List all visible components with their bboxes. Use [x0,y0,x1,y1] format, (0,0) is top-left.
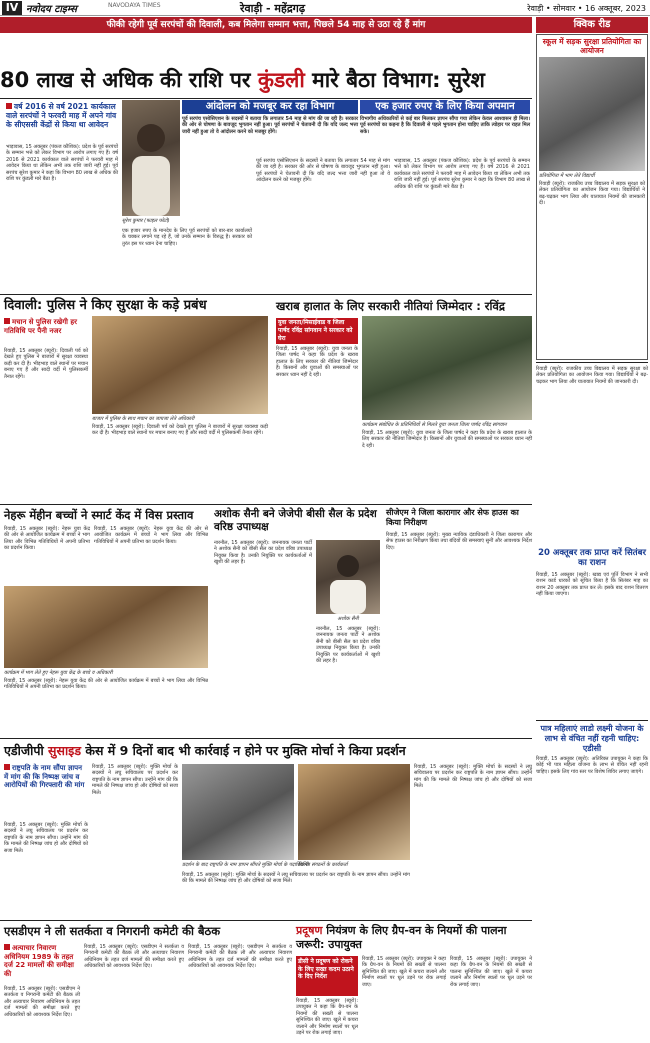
divider [0,738,532,739]
kharab-photo-caption: कार्यक्रम संबोधित के प्रतिनिधियों से मिलते युवा जनता जिला पार्षद रविंद्र सांगवान [362,422,507,428]
pollution-body: रिवाड़ी, 15 अक्तूबर (ब्यूरो): उपायुक्त ने कहा कि ग्रैप-वन के नियमों की सख्ती से पालना सुनिश्चित की जाए। खुले में कचरा जलाने और निर्माण स्थलों पर धूल उड़ने पर रोक लगाई जाए। [296,998,358,1037]
ashok-body: नारनौल, 15 अक्तूबर (ब्यूरो): जननायक जनता पार्टी ने अशोक सैनी को बीसी सैल का प्रदेश वरिष्ठ उपाध्यक्ष नियुक्त किया है। उनकी नियुक्ति पर कार्यकर्ताओं में खुशी की लहर है। [214,540,312,566]
divider [0,920,532,921]
lead-headline: 80 लाख से अधिक की राशि पर कुंडली मारे बैठा विभाग: सुरेश [0,68,485,92]
quick-read-photo [539,57,645,171]
adgp-subhead: राष्ट्रपति के नाम सौंपा ज्ञापन में मांग की कि निष्पक्ष जांच व आरोपियों की गिरफ्तारी की मांग [4,764,85,789]
cji-headline: सीजेएम ने जिला कारागार और सेफ हाउस का किया निरीक्षण [386,508,519,527]
divider [536,362,648,363]
kharab-body: रिवाड़ी, 15 अक्तूबर (ब्यूरो): युवा जनता के जिला पार्षद ने कहा कि प्रदेश के खराब हालात के लिए सरकार की नीतियां जिम्मेदार हैं। किसानों और युवाओं की समस्याओं पर सरकार ध्यान नहीं दे रही। [276,346,358,378]
cji-body: रिवाड़ी, 15 अक्तूबर (ब्यूरो): मुख्य न्यायिक दंडाधिकारी ने जिला कारागार और सेफ हाउस का निरीक्षण किया तथा बंदियों की समस्याएं सुनीं और आवश्यक निर्देश दिए। [386,532,532,551]
diwali-body: रिवाड़ी, 15 अक्तूबर (ब्यूरो): दिवाली पर्व को देखते हुए पुलिस ने बाजारों में सुरक्षा व्यवस्था कड़ी कर दी है। भीड़भाड़ वाले स्थानों पर मचान बनाए गए हैं और सादी वर्दी में पुलिसकर्मी तैनात रहेंगे। [4,348,88,380]
nehru-photo [4,586,208,668]
sdm-subhead: अत्याचार निवारण अधिनियम 1989 के तहत दर्ज 22 मामलों की समीक्षा की [4,944,74,978]
nehru-body: रिवाड़ी, 15 अक्तूबर (ब्यूरो): नेहरू युवा केंद्र की ओर से आयोजित कार्यक्रम में बच्चों ने भाग लिया और विभिन्न गतिविधियों में अपनी प्रतिभा का प्रदर्शन किया। [4,526,90,552]
lead-column-5: पूर्व सरपंच एसोसिएशन के सदस्यों ने बताया कि लगातार 54 माह से मांग की जा रही है। सरकार की ओर से घोषणा के बावजूद भुगतान नहीं हुआ। पूर्व सरपंचों ने चेतावनी दी कि यदि जल्द भत्ता जारी नहीं हुआ तो वे आंदोलन करने को मजबूर होंगे। [256,158,390,184]
ashok-photo-caption: अशोक सैनी [337,616,359,622]
lead-bar-right: एक हजार रुपए के लिए किया अपमान [360,100,530,114]
person-icon [316,540,380,614]
adgp-body-2: रिवाड़ी, 15 अक्तूबर (ब्यूरो): मुक्ति मोर्चा के सदस्यों ने लघु सचिवालय पर प्रदर्शन कर राष्ट्रपति के नाम ज्ञापन सौंपा। उन्होंने मांग की कि मामले की निष्पक्ष जांच हो और दोषियों को सजा मिले। [92,764,179,796]
lead-column-4: एक हजार रुपए के मानदेय के लिए पूर्व सरपंचों को बार-बार कार्यालयों के चक्कर लगाने पड़ रहे हैं, जो उनके सम्मान के विरुद्ध है। सरकार को तुरंत इस पर ध्यान देना चाहिए। [122,228,252,247]
sdm-body-3: रिवाड़ी, 15 अक्तूबर (ब्यूरो): एसडीएम ने सतर्कता व निगरानी कमेटी की बैठक ली और अत्याचार निवारण अधिनियम के तहत दर्ज मामलों की समीक्षा करते हुए अधिकारियों को आवश्यक निर्देश दिए। [188,944,292,970]
nehru-body-3: रिवाड़ी, 15 अक्तूबर (ब्यूरो): नेहरू युवा केंद्र की ओर से आयोजित कार्यक्रम में बच्चों ने भाग लिया और विभिन्न गतिविधियों में अपनी प्रतिभा का प्रदर्शन किया। [94,526,208,545]
nehru-body-2: रिवाड़ी, 15 अक्तूबर (ब्यूरो): नेहरू युवा केंद्र की ओर से आयोजित कार्यक्रम में बच्चों ने भाग लिया और विभिन्न गतिविधियों में अपनी प्रतिभा का प्रदर्शन किया। [4,678,208,691]
diwali-photo [92,316,268,414]
divider [536,720,648,721]
person-icon [122,100,180,216]
sdm-body: रिवाड़ी, 15 अक्तूबर (ब्यूरो): एसडीएम ने सतर्कता व निगरानी कमेटी की बैठक ली और अत्याचार निवारण अधिनियम के तहत दर्ज मामलों की समीक्षा करते हुए अधिकारियों को आवश्यक निर्देश दिए। [4,986,80,1018]
kharab-headline: खराब हालात के लिए सरकारी नीतियां जिम्मेदार : रविंद्र [276,299,505,313]
lead-column-1: भाड़ावास, 15 अक्तूबर (पंकज कौशिक): प्रदेश के पूर्व सरपंचों के सम्मान भत्ते को लेकर विभाग पर आरोप लगाए गए हैं। वर्ष 2016 से 2021 कार्यकाल वाले सरपंचों ने फरवरी माह में आवेदन किया था लेकिन अभी तक राशि जारी नहीं हुई। पूर्व सरपंच सुरेश कुमार ने कहा कि विभाग 80 लाख से अधिक की राशि पर कुंडली मारे बैठा है। [6,144,118,183]
lead-column-6: भाड़ावास, 15 अक्तूबर (पंकज कौशिक): प्रदेश के पूर्व सरपंचों के सम्मान भत्ते को लेकर विभाग पर आरोप लगाए गए हैं। वर्ष 2016 से 2021 कार्यकाल वाले सरपंचों ने फरवरी माह में आवेदन किया था लेकिन अभी तक राशि जारी नहीं हुई। पूर्व सरपंच सुरेश कुमार ने कहा कि विभाग 80 लाख से अधिक की राशि पर कुंडली मारे बैठा है। [394,158,530,190]
pollution-body-3: रिवाड़ी, 15 अक्तूबर (ब्यूरो): उपायुक्त ने कहा कि ग्रैप-वन के नियमों की सख्ती से पालना सुनिश्चित की जाए। खुले में कचरा जलाने और निर्माण स्थलों पर धूल उड़ने पर रोक लगाई जाए। [450,956,532,988]
kharab-photo [362,316,532,420]
lead-column-3: विभागीय अधिकारियों से कई बार मिलकर ज्ञापन सौंपा गया लेकिन केवल आश्वासन ही मिला। पूर्व सरपंचों का कहना है कि दिवाली से पहले भुगतान होना चाहिए ताकि त्योहार पर राहत मिल सके। [360,116,530,135]
lead-photo [122,100,180,216]
quick-read-headline: स्कूल में सड़क सुरक्षा प्रतियोगिता का आयोजन [542,37,642,55]
lead-column-2: पूर्व सरपंच एसोसिएशन के सदस्यों ने बताया कि लगातार 54 माह से मांग की जा रही है। सरकार की ओर से घोषणा के बावजूद भुगतान नहीं हुआ। पूर्व सरपंचों ने चेतावनी दी कि यदि जल्द भत्ता जारी नहीं हुआ तो वे आंदोलन करने को मजबूर होंगे। [182,116,358,135]
lead-subhead: वर्ष 2016 से वर्ष 2021 कार्यकाल वाले सरपंचों ने फरवरी माह में अपने गांव के सीएससी केंद्रों से किया था आवेदन [6,102,117,129]
sdm-body-2: रिवाड़ी, 15 अक्तूबर (ब्यूरो): एसडीएम ने सतर्कता व निगरानी कमेटी की बैठक ली और अत्याचार निवारण अधिनियम के तहत दर्ज मामलों की समीक्षा करते हुए अधिकारियों को आवश्यक निर्देश दिए। [84,944,184,970]
nehru-photo-caption: कार्यक्रम में भाग लेते हुए नेहरू युवा केंद्र के बच्चे व अधिकारी [4,670,113,676]
adgp-body-3: रिवाड़ी, 15 अक्तूबर (ब्यूरो): मुक्ति मोर्चा के सदस्यों ने लघु सचिवालय पर प्रदर्शन कर राष्ट्रपति के नाम ज्ञापन सौंपा। उन्होंने मांग की कि मामले की निष्पक्ष जांच हो और दोषियों को सजा मिले। [182,872,410,885]
quick-read-caption: प्रतियोगिता में भाग लेते विद्यार्थी [539,173,595,179]
diwali-subhead: मचान से पुलिस रखेगी हर गतिविधि पर पैनी नजर [4,318,77,335]
ashok-photo [316,540,380,614]
quick-read-box [536,34,648,360]
nehru-headline: नेहरू मेंहीन बच्चों ने स्मार्ट केंद में विस प्रस्ताव [4,508,194,522]
region-title: रेवाड़ी - महेंद्रगढ़ [240,2,306,15]
sdm-headline: एसडीएम ने ली सतर्कता व निगरानी कमेटी की बैठक [4,924,221,938]
quick-read-body: रिवाड़ी (ब्यूरो): राजकीय उच्च विद्यालय में सड़क सुरक्षा को लेकर प्रतियोगिता का आयोजन किया गया। विद्यार्थियों ने बढ़-चढ़कर भाग लिया और यातायात नियमों की जानकारी दी। [539,181,645,207]
ration-headline: 20 अक्तूबर तक प्राप्त करें सितंबर का राशन [538,548,646,568]
divider [0,504,532,505]
ashok-body-2: नारनौल, 15 अक्तूबर (ब्यूरो): जननायक जनता पार्टी ने अशोक सैनी को बीसी सैल का प्रदेश वरिष्ठ उपाध्यक्ष नियुक्त किया है। उनकी नियुक्ति पर कार्यकर्ताओं में खुशी की लहर है। [316,626,380,665]
paper-subline: NAVODAYA TIMES [108,2,161,9]
diwali-body-2: रिवाड़ी, 15 अक्तूबर (ब्यूरो): दिवाली पर्व को देखते हुए पुलिस ने बाजारों में सुरक्षा व्यवस्था कड़ी कर दी है। भीड़भाड़ वाले स्थानों पर मचान बनाए गए हैं और सादी वर्दी में पुलिसकर्मी तैनात रहेंगे। [92,424,268,437]
laxmi-body: रिवाड़ी, 15 अक्तूबर (ब्यूरो): अतिरिक्त उपायुक्त ने कहा कि कोई भी पात्र महिला योजना के लाभ से वंचित नहीं रहनी चाहिए। इसके लिए गांव स्तर पर विशेष शिविर लगाए जाएंगे। [536,756,648,775]
adgp-photo-2 [298,764,410,860]
paper-name: नवोदय टाइम्स [26,4,77,15]
diwali-headline: दिवाली: पुलिस ने किए सुरक्षा के कड़े प्रबंध [4,298,207,313]
adgp-body-4: रिवाड़ी, 15 अक्तूबर (ब्यूरो): मुक्ति मोर्चा के सदस्यों ने लघु सचिवालय पर प्रदर्शन कर राष्ट्रपति के नाम ज्ञापन सौंपा। उन्होंने मांग की कि मामले की निष्पक्ष जांच हो और दोषियों को सजा मिले। [414,764,532,790]
diwali-photo-caption: बाजार में पुलिस के साथ मचान का जायजा लेते अधिकारी [92,416,195,422]
masthead [0,0,650,16]
date-line: रेवाड़ी • सोमवार • 16 अक्तूबर, 2023 [527,4,646,13]
ration-body: रिवाड़ी, 15 अक्तूबर (ब्यूरो): खाद्य एवं पूर्ति विभाग ने सभी राशन कार्ड धारकों को सूचित किया है कि सितंबर माह का राशन 20 अक्तूबर तक प्राप्त कर लें। इसके बाद राशन वितरण नहीं किया जाएगा। [536,572,648,598]
quick-read-title: क्विक रीड [536,17,648,33]
lead-photo-caption: सुरेश कुमार (फाइल फोटो) [122,218,170,224]
adgp-body: रिवाड़ी, 15 अक्तूबर (ब्यूरो): मुक्ति मोर्चा के सदस्यों ने लघु सचिवालय पर प्रदर्शन कर राष्ट्रपति के नाम ज्ञापन सौंपा। उन्होंने मांग की कि मामले की निष्पक्ष जांच हो और दोषियों को सजा मिले। [4,822,88,854]
laxmi-headline: पात्र महिलाएं लाडो लक्ष्मी योजना के लाभ से वंचित नहीं रहनी चाहिए: एडीसी [540,724,644,753]
page-number: IV [2,1,22,15]
divider [0,294,532,295]
pollution-headline: प्रदूषण नियंत्रण के लिए ग्रैप-वन के नियमों की पालना जरूरी: उपायुक्त [296,924,507,951]
adgp-photo-caption-2: विभिन्न संगठनों के कार्यकर्ता [298,862,348,868]
pollution-subhead: डीसी ने प्रदूषण को रोकने के लिए सख्त कदम उठाने के दिए निर्देश [296,956,358,996]
top-ribbon: फीकी रहेगी पूर्व सरपंचों की दिवाली, कब मिलेगा सम्मान भत्ता, पिछले 54 माह से उठा रहे हैं मांग [0,17,532,33]
pollution-body-2: रिवाड़ी, 15 अक्तूबर (ब्यूरो): उपायुक्त ने कहा कि ग्रैप-वन के नियमों की सख्ती से पालना सुनिश्चित की जाए। खुले में कचरा जलाने और निर्माण स्थलों पर धूल उड़ने पर रोक लगाई जाए। [362,956,446,988]
adgp-photo-1 [182,764,294,860]
lead-bar-left: आंदोलन को मजबूर कर रहा विभाग [182,100,358,114]
ashok-headline: अशोक सैनी बने जेजेपी बीसी सैल के प्रदेश वरिष्ठ उपाध्यक्ष [214,508,377,533]
divider [0,98,532,99]
adgp-photo-caption-1: प्रदर्शन के बाद राष्ट्रपति के नाम ज्ञापन सौंपते मुक्ति मोर्चा के पदाधिकारी [182,862,309,868]
adgp-headline: एडीजीपी सुसाइड केस में 9 दिनों बाद भी कार्रवाई न होने पर मुक्ति मोर्चा ने किया प्रदर्शन [4,743,406,758]
kharab-subhead: युवा जनता/मिसाईवाड व जिला पार्षद रविंद्र सांगवान ने सरकार को घेरा [276,318,358,344]
kharab-body-2: रिवाड़ी, 15 अक्तूबर (ब्यूरो): युवा जनता के जिला पार्षद ने कहा कि प्रदेश के खराब हालात के लिए सरकार की नीतियां जिम्मेदार हैं। किसानों और युवाओं की समस्याओं पर सरकार ध्यान नहीं दे रही। [362,430,532,449]
quick-read-body-2: रिवाड़ी (ब्यूरो): राजकीय उच्च विद्यालय में सड़क सुरक्षा को लेकर प्रतियोगिता का आयोजन किया गया। विद्यार्थियों ने बढ़-चढ़कर भाग लिया और यातायात नियमों की जानकारी दी। [536,366,648,385]
